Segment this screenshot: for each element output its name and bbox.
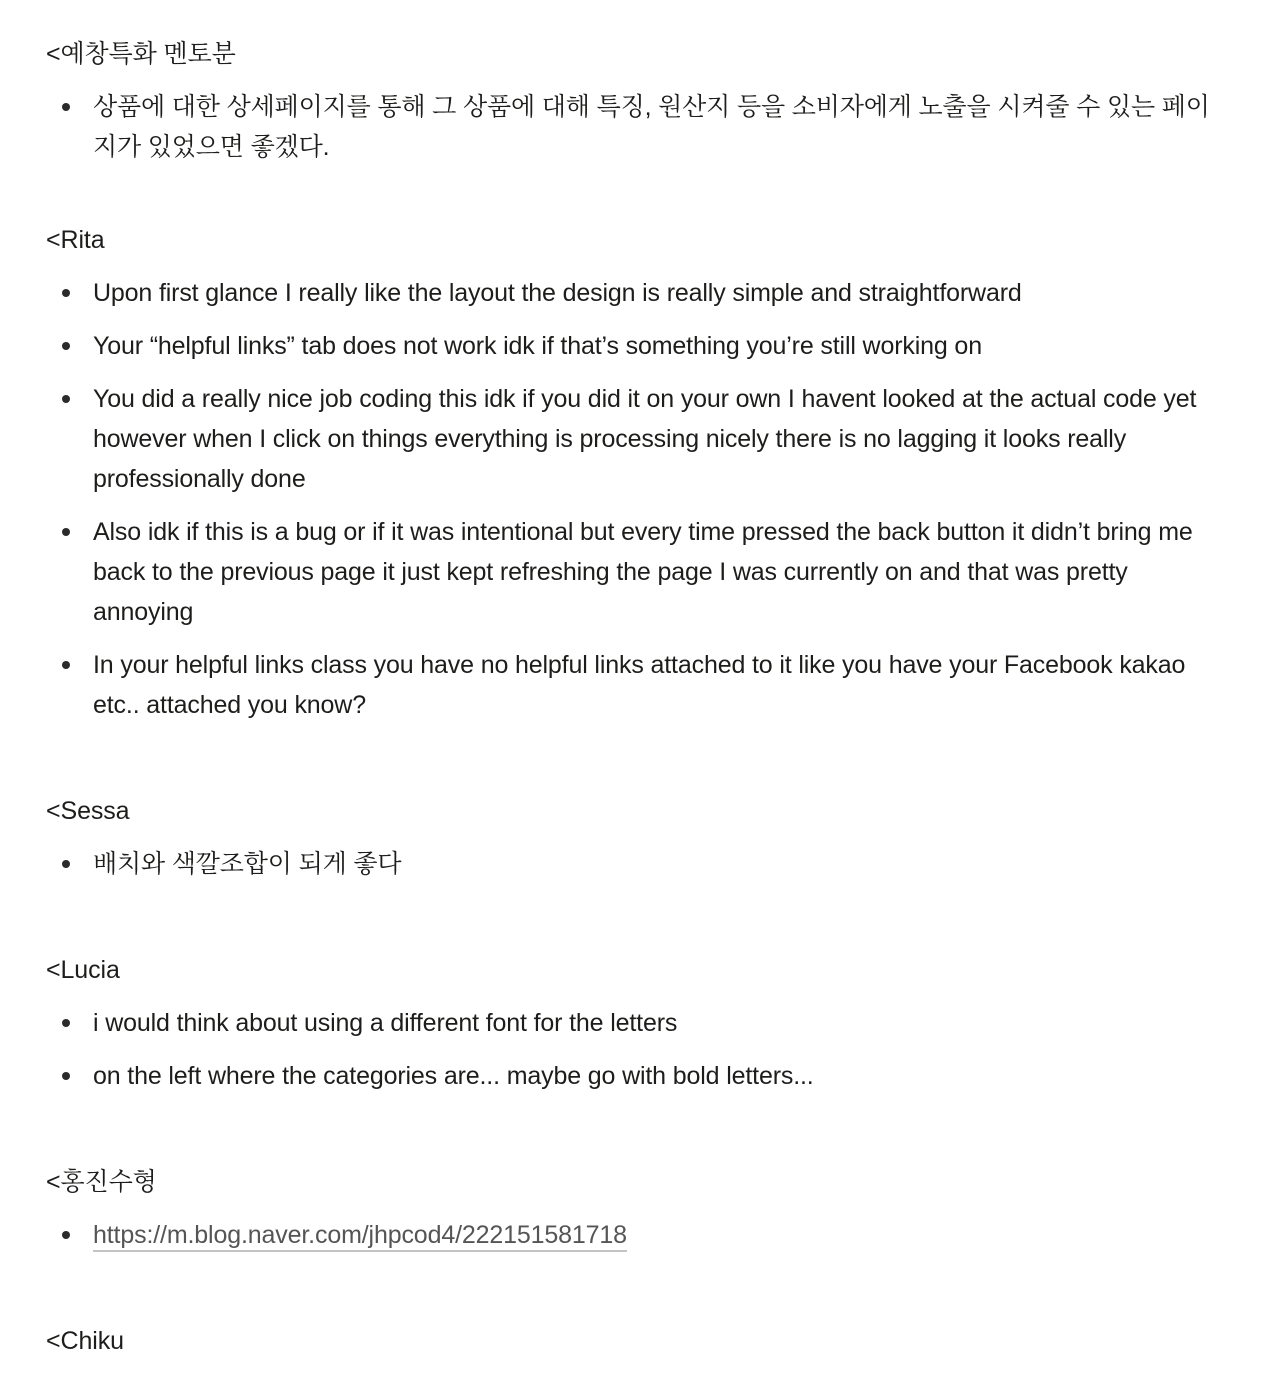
list-item bbox=[46, 379, 1216, 499]
list-item bbox=[46, 844, 1216, 884]
list-item bbox=[46, 1215, 1216, 1255]
list-item bbox=[46, 1056, 1216, 1096]
list-item bbox=[46, 645, 1216, 725]
list-item-text: on the left where the categories are... maybe go with bold letters... bbox=[93, 1062, 814, 1090]
list-item-clipped bbox=[46, 1374, 1216, 1388]
feedback-document bbox=[46, 34, 1216, 1388]
bullet-icon bbox=[62, 103, 70, 111]
list-item-text: 상품에 대한 상세페이지를 통해 그 상품에 대해 특징, 원산지 등을 소비자에게 노출을 시켜줄 수 있는 페이지가 있었으면 좋겠다. bbox=[93, 93, 1210, 161]
list-item-text: In your helpful links class you have no helpful links attached to it like you have your Facebook kakao etc.. attached you know? bbox=[93, 651, 1186, 719]
bullet-icon bbox=[62, 289, 70, 297]
feedback-section-mentor bbox=[46, 34, 1216, 167]
feedback-section-sessa bbox=[46, 791, 1216, 884]
list-item-text: i would think about using a different font for the letters bbox=[93, 1009, 678, 1037]
section-heading: <홍진수형 bbox=[46, 1168, 157, 1196]
list-item-text: You did a really nice job coding this idk if you did it on your own I havent looked at the actual code yet however when I click on things everything is processing nicely there is no lagging it looks really professionally done bbox=[93, 385, 1197, 493]
bullet-icon bbox=[62, 395, 70, 403]
list-item bbox=[46, 87, 1216, 167]
section-heading: <Chiku bbox=[46, 1327, 124, 1355]
list-item-text: Also idk if this is a bug or if it was intentional but every time pressed the back button it didn’t bring me back to the previous page it just kept refreshing the page I was currently on and that was pretty annoying bbox=[93, 518, 1193, 626]
section-heading: <Lucia bbox=[46, 956, 120, 984]
blog-link[interactable]: https://m.blog.naver.com/jhpcod4/222151581718 bbox=[93, 1221, 627, 1252]
list-item bbox=[46, 1003, 1216, 1043]
bullet-icon bbox=[62, 342, 70, 350]
bullet-list bbox=[46, 844, 1216, 884]
list-item bbox=[46, 273, 1216, 313]
section-heading: <Sessa bbox=[46, 797, 130, 825]
feedback-section-rita bbox=[46, 220, 1216, 725]
list-item-text: Your “helpful links” tab does not work idk if that’s something you’re still working on bbox=[93, 332, 982, 360]
bullet-list bbox=[46, 273, 1216, 725]
bullet-list bbox=[46, 87, 1216, 167]
bullet-list bbox=[46, 1215, 1216, 1255]
list-item bbox=[46, 512, 1216, 632]
bullet-icon bbox=[62, 1072, 70, 1080]
feedback-section-hong bbox=[46, 1162, 1216, 1255]
list-item bbox=[46, 326, 1216, 366]
list-item-text: 배치와 색깔조합이 되게 좋다 bbox=[93, 850, 402, 878]
bullet-icon bbox=[62, 1019, 70, 1027]
feedback-section-lucia bbox=[46, 950, 1216, 1096]
bullet-icon bbox=[62, 661, 70, 669]
bullet-list bbox=[46, 1003, 1216, 1096]
bullet-icon bbox=[62, 1231, 70, 1239]
section-heading: <Rita bbox=[46, 226, 105, 254]
list-item-text: Upon first glance I really like the layout the design is really simple and straightforward bbox=[93, 279, 1022, 307]
bullet-icon bbox=[62, 860, 70, 868]
bullet-list bbox=[46, 1374, 1216, 1388]
feedback-section-chiku bbox=[46, 1321, 1216, 1388]
bullet-icon bbox=[62, 528, 70, 536]
section-heading: <예창특화 멘토분 bbox=[46, 40, 236, 68]
